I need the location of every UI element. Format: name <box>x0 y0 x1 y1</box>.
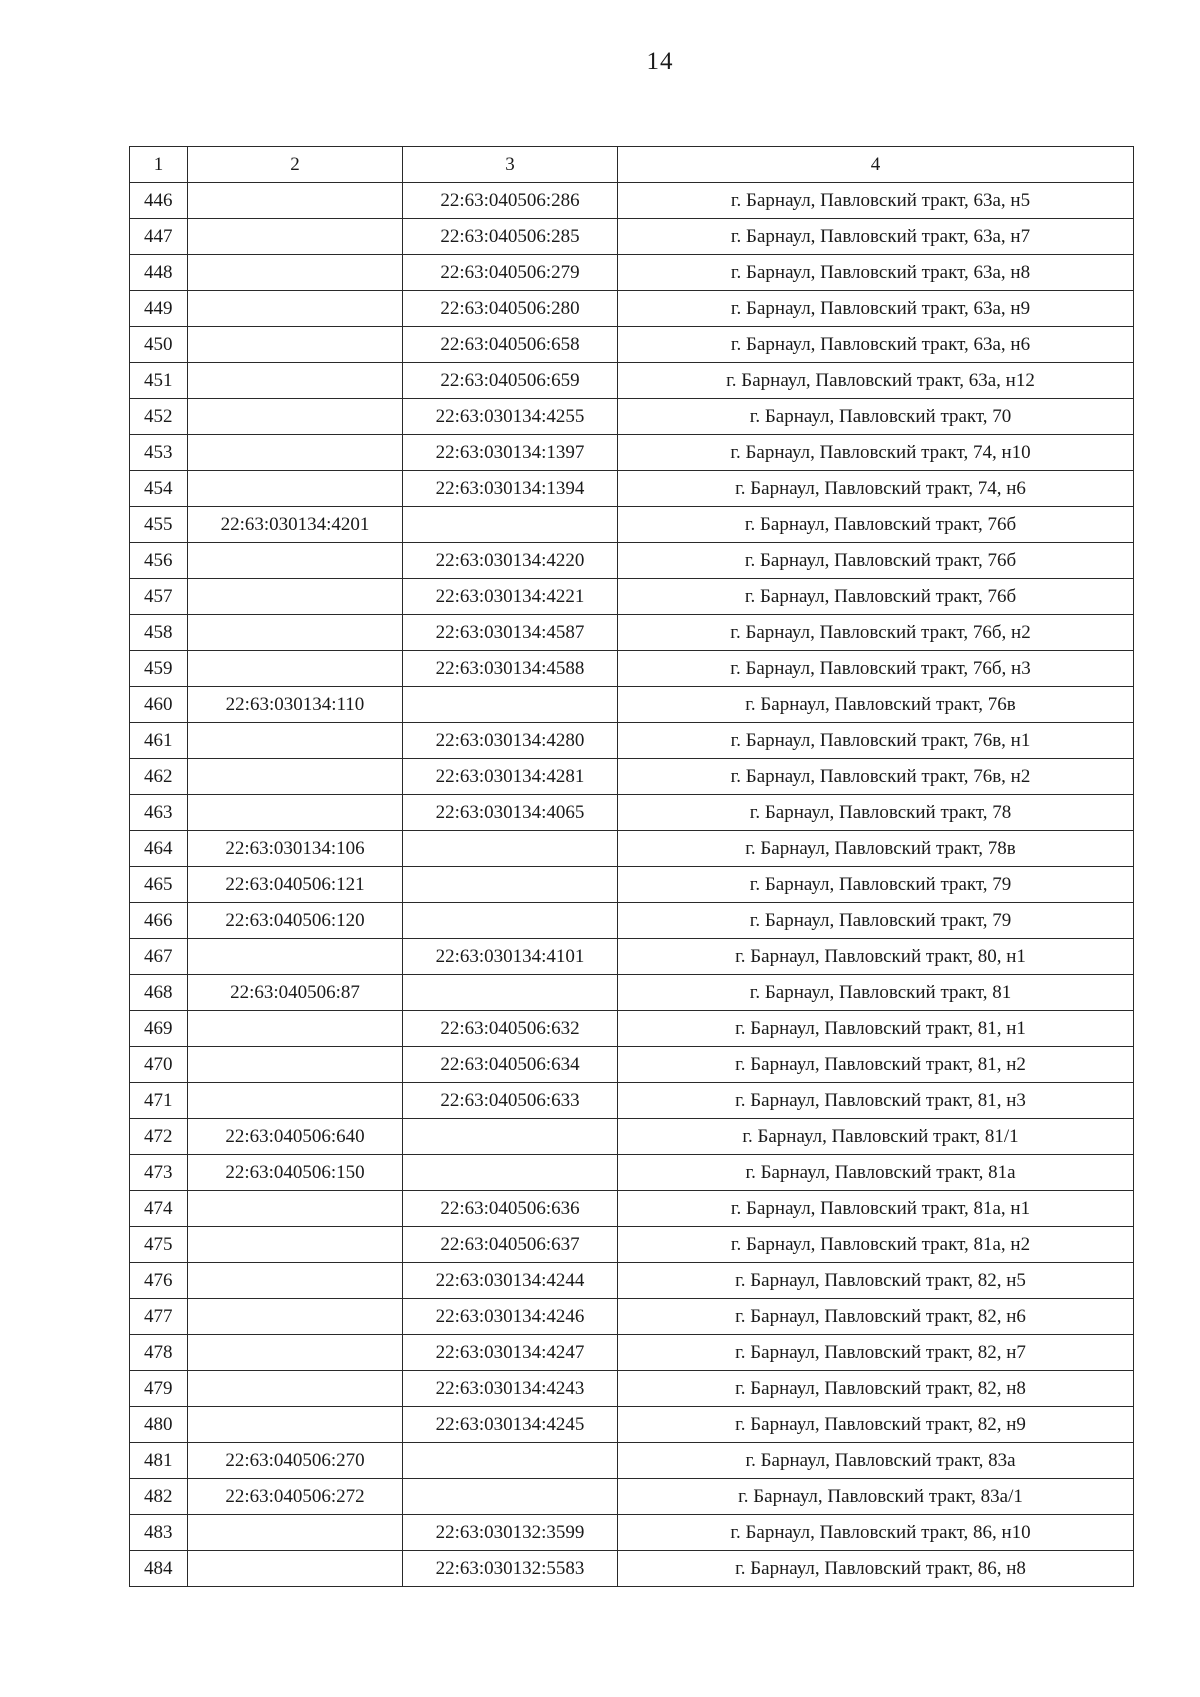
address-cell: г. Барнаул, Павловский тракт, 86, н8 <box>618 1551 1134 1587</box>
table-row <box>130 1047 1134 1083</box>
building-number-cell: 22:63:030134:1397 <box>403 435 618 471</box>
row-number-cell: 477 <box>130 1299 188 1335</box>
parcel-number-cell <box>188 1515 403 1551</box>
parcel-number-cell <box>188 1371 403 1407</box>
table-row <box>130 1083 1134 1119</box>
building-number-cell: 22:63:040506:285 <box>403 219 618 255</box>
row-number-cell: 463 <box>130 795 188 831</box>
table-row <box>130 1119 1134 1155</box>
table-row <box>130 687 1134 723</box>
parcel-number-cell <box>188 579 403 615</box>
parcel-number-cell <box>188 327 403 363</box>
table-row <box>130 327 1134 363</box>
parcel-number-cell: 22:63:030134:110 <box>188 687 403 723</box>
table-row <box>130 1551 1134 1587</box>
row-number-cell: 458 <box>130 615 188 651</box>
table-row <box>130 219 1134 255</box>
table-row <box>130 579 1134 615</box>
table-row <box>130 1443 1134 1479</box>
address-cell: г. Барнаул, Павловский тракт, 76в, н2 <box>618 759 1134 795</box>
table-row <box>130 363 1134 399</box>
parcel-number-cell <box>188 1335 403 1371</box>
building-number-cell: 22:63:040506:286 <box>403 183 618 219</box>
row-number-cell: 446 <box>130 183 188 219</box>
page-number: 14 <box>646 48 674 75</box>
parcel-number-cell <box>188 435 403 471</box>
row-number-cell: 474 <box>130 1191 188 1227</box>
table-row <box>130 975 1134 1011</box>
row-number-cell: 484 <box>130 1551 188 1587</box>
building-number-cell <box>403 687 618 723</box>
address-cell: г. Барнаул, Павловский тракт, 83а <box>618 1443 1134 1479</box>
row-number-cell: 466 <box>130 903 188 939</box>
building-number-cell <box>403 1155 618 1191</box>
address-cell: г. Барнаул, Павловский тракт, 76б <box>618 507 1134 543</box>
building-number-cell: 22:63:030134:4255 <box>403 399 618 435</box>
parcel-number-cell <box>188 1263 403 1299</box>
building-number-cell: 22:63:030134:4220 <box>403 543 618 579</box>
parcel-number-cell <box>188 399 403 435</box>
address-cell: г. Барнаул, Павловский тракт, 74, н6 <box>618 471 1134 507</box>
parcel-number-cell: 22:63:030134:106 <box>188 831 403 867</box>
parcel-number-cell <box>188 1227 403 1263</box>
building-number-cell: 22:63:030134:4245 <box>403 1407 618 1443</box>
table-row <box>130 399 1134 435</box>
table-row <box>130 543 1134 579</box>
parcel-number-cell <box>188 471 403 507</box>
address-cell: г. Барнаул, Павловский тракт, 63а, н5 <box>618 183 1134 219</box>
table-row <box>130 183 1134 219</box>
row-number-cell: 478 <box>130 1335 188 1371</box>
address-cell: г. Барнаул, Павловский тракт, 63а, н12 <box>618 363 1134 399</box>
address-cell: г. Барнаул, Павловский тракт, 86, н10 <box>618 1515 1134 1551</box>
parcel-number-cell <box>188 183 403 219</box>
address-cell: г. Барнаул, Павловский тракт, 80, н1 <box>618 939 1134 975</box>
building-number-cell: 22:63:030132:5583 <box>403 1551 618 1587</box>
table-row <box>130 1515 1134 1551</box>
address-cell: г. Барнаул, Павловский тракт, 76б <box>618 579 1134 615</box>
address-cell: г. Барнаул, Павловский тракт, 63а, н8 <box>618 255 1134 291</box>
building-number-cell: 22:63:030134:4221 <box>403 579 618 615</box>
row-number-cell: 459 <box>130 651 188 687</box>
row-number-cell: 462 <box>130 759 188 795</box>
row-number-cell: 468 <box>130 975 188 1011</box>
table-row <box>130 1263 1134 1299</box>
table-row <box>130 1155 1134 1191</box>
row-number-cell: 447 <box>130 219 188 255</box>
building-number-cell: 22:63:040506:632 <box>403 1011 618 1047</box>
register-table <box>129 146 1134 1587</box>
parcel-number-cell <box>188 939 403 975</box>
address-cell: г. Барнаул, Павловский тракт, 82, н9 <box>618 1407 1134 1443</box>
building-number-cell: 22:63:030134:4246 <box>403 1299 618 1335</box>
building-number-cell <box>403 507 618 543</box>
parcel-number-cell <box>188 723 403 759</box>
table-row <box>130 291 1134 327</box>
row-number-cell: 480 <box>130 1407 188 1443</box>
table-row <box>130 1227 1134 1263</box>
address-cell: г. Барнаул, Павловский тракт, 82, н8 <box>618 1371 1134 1407</box>
parcel-number-cell <box>188 651 403 687</box>
address-cell: г. Барнаул, Павловский тракт, 79 <box>618 867 1134 903</box>
address-cell: г. Барнаул, Павловский тракт, 83а/1 <box>618 1479 1134 1515</box>
row-number-cell: 476 <box>130 1263 188 1299</box>
table-row <box>130 867 1134 903</box>
parcel-number-cell <box>188 759 403 795</box>
table-row <box>130 1371 1134 1407</box>
building-number-cell: 22:63:030134:4247 <box>403 1335 618 1371</box>
building-number-cell <box>403 1119 618 1155</box>
address-cell: г. Барнаул, Павловский тракт, 78в <box>618 831 1134 867</box>
address-cell: г. Барнаул, Павловский тракт, 82, н6 <box>618 1299 1134 1335</box>
header-cell-2: 2 <box>188 147 403 183</box>
parcel-number-cell: 22:63:040506:272 <box>188 1479 403 1515</box>
building-number-cell <box>403 975 618 1011</box>
building-number-cell: 22:63:030134:4587 <box>403 615 618 651</box>
address-cell: г. Барнаул, Павловский тракт, 70 <box>618 399 1134 435</box>
table-row <box>130 651 1134 687</box>
row-number-cell: 460 <box>130 687 188 723</box>
building-number-cell: 22:63:030134:4281 <box>403 759 618 795</box>
parcel-number-cell <box>188 1299 403 1335</box>
building-number-cell: 22:63:030134:4588 <box>403 651 618 687</box>
parcel-number-cell <box>188 795 403 831</box>
table-row <box>130 1407 1134 1443</box>
table-row <box>130 795 1134 831</box>
building-number-cell <box>403 1479 618 1515</box>
row-number-cell: 469 <box>130 1011 188 1047</box>
address-cell: г. Барнаул, Павловский тракт, 63а, н9 <box>618 291 1134 327</box>
address-cell: г. Барнаул, Павловский тракт, 81, н1 <box>618 1011 1134 1047</box>
building-number-cell: 22:63:040506:658 <box>403 327 618 363</box>
table-row <box>130 759 1134 795</box>
table-row <box>130 1191 1134 1227</box>
parcel-number-cell <box>188 291 403 327</box>
row-number-cell: 452 <box>130 399 188 435</box>
parcel-number-cell <box>188 255 403 291</box>
address-cell: г. Барнаул, Павловский тракт, 79 <box>618 903 1134 939</box>
row-number-cell: 471 <box>130 1083 188 1119</box>
row-number-cell: 481 <box>130 1443 188 1479</box>
row-number-cell: 473 <box>130 1155 188 1191</box>
address-cell: г. Барнаул, Павловский тракт, 63а, н6 <box>618 327 1134 363</box>
building-number-cell: 22:63:040506:659 <box>403 363 618 399</box>
parcel-number-cell <box>188 1083 403 1119</box>
table-row <box>130 255 1134 291</box>
address-cell: г. Барнаул, Павловский тракт, 82, н5 <box>618 1263 1134 1299</box>
parcel-number-cell: 22:63:040506:270 <box>188 1443 403 1479</box>
row-number-cell: 451 <box>130 363 188 399</box>
address-cell: г. Барнаул, Павловский тракт, 76в, н1 <box>618 723 1134 759</box>
parcel-number-cell: 22:63:040506:121 <box>188 867 403 903</box>
table-row <box>130 435 1134 471</box>
building-number-cell: 22:63:030132:3599 <box>403 1515 618 1551</box>
table-row <box>130 831 1134 867</box>
table-row <box>130 1479 1134 1515</box>
parcel-number-cell <box>188 363 403 399</box>
address-cell: г. Барнаул, Павловский тракт, 63а, н7 <box>618 219 1134 255</box>
row-number-cell: 467 <box>130 939 188 975</box>
table-body <box>130 147 1134 1587</box>
row-number-cell: 470 <box>130 1047 188 1083</box>
building-number-cell: 22:63:030134:1394 <box>403 471 618 507</box>
building-number-cell: 22:63:030134:4244 <box>403 1263 618 1299</box>
row-number-cell: 455 <box>130 507 188 543</box>
parcel-number-cell <box>188 1407 403 1443</box>
parcel-number-cell <box>188 615 403 651</box>
row-number-cell: 448 <box>130 255 188 291</box>
parcel-number-cell <box>188 219 403 255</box>
building-number-cell <box>403 831 618 867</box>
row-number-cell: 456 <box>130 543 188 579</box>
table-row <box>130 939 1134 975</box>
parcel-number-cell <box>188 1011 403 1047</box>
parcel-number-cell <box>188 1047 403 1083</box>
address-cell: г. Барнаул, Павловский тракт, 81 <box>618 975 1134 1011</box>
header-cell-1: 1 <box>130 147 188 183</box>
address-cell: г. Барнаул, Павловский тракт, 76б <box>618 543 1134 579</box>
address-cell: г. Барнаул, Павловский тракт, 81, н3 <box>618 1083 1134 1119</box>
row-number-cell: 483 <box>130 1515 188 1551</box>
building-number-cell: 22:63:040506:634 <box>403 1047 618 1083</box>
parcel-number-cell: 22:63:040506:150 <box>188 1155 403 1191</box>
row-number-cell: 461 <box>130 723 188 759</box>
address-cell: г. Барнаул, Павловский тракт, 81а, н1 <box>618 1191 1134 1227</box>
row-number-cell: 464 <box>130 831 188 867</box>
building-number-cell: 22:63:040506:636 <box>403 1191 618 1227</box>
address-cell: г. Барнаул, Павловский тракт, 81, н2 <box>618 1047 1134 1083</box>
building-number-cell <box>403 1443 618 1479</box>
address-cell: г. Барнаул, Павловский тракт, 82, н7 <box>618 1335 1134 1371</box>
building-number-cell <box>403 903 618 939</box>
row-number-cell: 475 <box>130 1227 188 1263</box>
address-cell: г. Барнаул, Павловский тракт, 76б, н2 <box>618 615 1134 651</box>
table-row <box>130 1335 1134 1371</box>
address-cell: г. Барнаул, Павловский тракт, 76б, н3 <box>618 651 1134 687</box>
row-number-cell: 465 <box>130 867 188 903</box>
building-number-cell: 22:63:030134:4101 <box>403 939 618 975</box>
parcel-number-cell <box>188 543 403 579</box>
parcel-number-cell <box>188 1191 403 1227</box>
table-row <box>130 723 1134 759</box>
parcel-number-cell <box>188 1551 403 1587</box>
row-number-cell: 454 <box>130 471 188 507</box>
row-number-cell: 482 <box>130 1479 188 1515</box>
table-row <box>130 507 1134 543</box>
row-number-cell: 472 <box>130 1119 188 1155</box>
address-cell: г. Барнаул, Павловский тракт, 74, н10 <box>618 435 1134 471</box>
parcel-number-cell: 22:63:040506:120 <box>188 903 403 939</box>
building-number-cell: 22:63:040506:637 <box>403 1227 618 1263</box>
table-row <box>130 1011 1134 1047</box>
address-cell: г. Барнаул, Павловский тракт, 81/1 <box>618 1119 1134 1155</box>
header-cell-3: 3 <box>403 147 618 183</box>
address-cell: г. Барнаул, Павловский тракт, 81а, н2 <box>618 1227 1134 1263</box>
table-row <box>130 471 1134 507</box>
address-cell: г. Барнаул, Павловский тракт, 78 <box>618 795 1134 831</box>
table-header-row <box>130 147 1134 183</box>
row-number-cell: 479 <box>130 1371 188 1407</box>
building-number-cell: 22:63:040506:279 <box>403 255 618 291</box>
row-number-cell: 457 <box>130 579 188 615</box>
parcel-number-cell: 22:63:030134:4201 <box>188 507 403 543</box>
row-number-cell: 453 <box>130 435 188 471</box>
building-number-cell: 22:63:030134:4280 <box>403 723 618 759</box>
building-number-cell <box>403 867 618 903</box>
parcel-number-cell: 22:63:040506:87 <box>188 975 403 1011</box>
header-cell-4: 4 <box>618 147 1134 183</box>
building-number-cell: 22:63:030134:4243 <box>403 1371 618 1407</box>
row-number-cell: 449 <box>130 291 188 327</box>
table-row <box>130 615 1134 651</box>
building-number-cell: 22:63:040506:280 <box>403 291 618 327</box>
address-cell: г. Барнаул, Павловский тракт, 76в <box>618 687 1134 723</box>
table-row <box>130 1299 1134 1335</box>
table-row <box>130 903 1134 939</box>
building-number-cell: 22:63:030134:4065 <box>403 795 618 831</box>
parcel-number-cell: 22:63:040506:640 <box>188 1119 403 1155</box>
address-cell: г. Барнаул, Павловский тракт, 81а <box>618 1155 1134 1191</box>
building-number-cell: 22:63:040506:633 <box>403 1083 618 1119</box>
row-number-cell: 450 <box>130 327 188 363</box>
